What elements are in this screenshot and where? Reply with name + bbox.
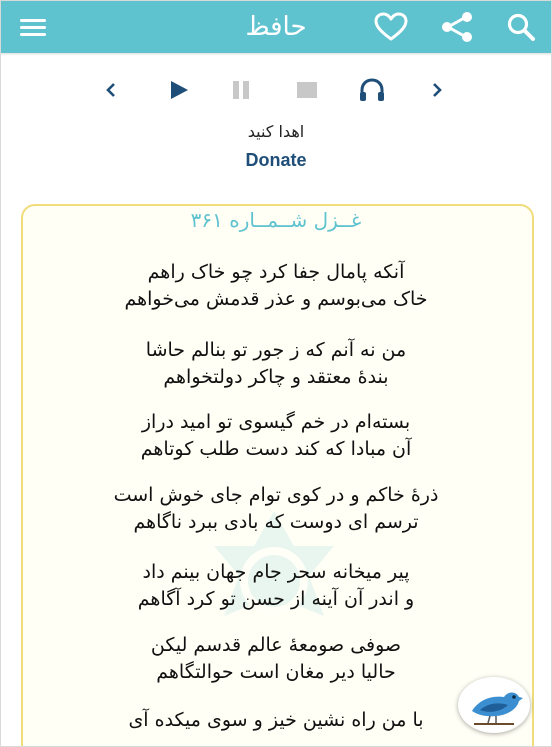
verse-line: پیر میخانه سحر جام جهان بینم داد: [142, 561, 410, 583]
favorite-button[interactable]: [369, 1, 413, 53]
share-icon: [441, 12, 473, 42]
app-title: حافظ: [245, 12, 307, 42]
verse: [61, 707, 491, 734]
heart-icon: [374, 12, 408, 42]
donate-link[interactable]: Donate: [245, 150, 307, 170]
previous-button[interactable]: [97, 67, 125, 113]
headphones-icon: [358, 77, 386, 103]
stop-icon: [296, 79, 318, 101]
next-button[interactable]: [423, 67, 451, 113]
verse-line: بندهٔ معتقد و چاکر دولتخواهم: [163, 366, 389, 388]
verse-line: خاک می‌بوسم و عذر قدمش می‌خواهم: [124, 288, 428, 310]
verse-line: حالیا دیر مغان است حوالتگاهم: [156, 661, 396, 683]
verse-line: صوفی صومعهٔ عالم قدسم لیکن: [150, 634, 402, 656]
verse-line: ذرهٔ خاکم و در کوی توام جای خوش است: [113, 484, 439, 506]
verse-line: آنکه پامال جفا کرد چو خاک راهم: [147, 261, 405, 283]
previous-icon: [105, 82, 117, 98]
share-button[interactable]: [435, 1, 479, 53]
verse: [61, 482, 491, 536]
verse-line: آن مبادا که کند دست طلب کوتاهم: [140, 438, 412, 460]
search-icon: [506, 12, 536, 42]
verse-line: بسته‌ام در خم گیسوی تو امید دراز: [141, 411, 411, 433]
play-button[interactable]: [161, 67, 197, 113]
next-icon: [431, 82, 443, 98]
bird-icon: [464, 683, 524, 727]
stop-button[interactable]: [289, 67, 325, 113]
pause-button[interactable]: [223, 67, 259, 113]
ghazal-title: غــزل شــمــاره ۳۶۱: [190, 208, 362, 232]
pause-icon: [230, 79, 252, 101]
fal-bird-button[interactable]: [458, 677, 530, 733]
play-icon: [168, 79, 190, 101]
verse-line: من نه آنم که ز جور تو بنالم حاشا: [145, 339, 407, 361]
headphones-button[interactable]: [353, 67, 391, 113]
verse: [61, 559, 491, 613]
dedicate-link[interactable]: اهدا کنید: [247, 122, 305, 141]
menu-button[interactable]: [11, 1, 55, 53]
verse: [61, 337, 491, 391]
verse: [61, 409, 491, 463]
app-bar: [1, 1, 551, 53]
verse: [61, 259, 491, 313]
verse-line: و اندر آن آینه از حسن تو کرد آگاهم: [137, 588, 415, 610]
verse: [61, 632, 491, 686]
verse-line: ترسم ای دوست که بادی ببرد ناگاهم: [133, 511, 419, 533]
menu-icon: [20, 17, 46, 37]
verse-line: با من راه نشین خیز و سوی میکده آی: [128, 709, 424, 731]
audio-player: [1, 67, 551, 113]
search-button[interactable]: [499, 1, 543, 53]
